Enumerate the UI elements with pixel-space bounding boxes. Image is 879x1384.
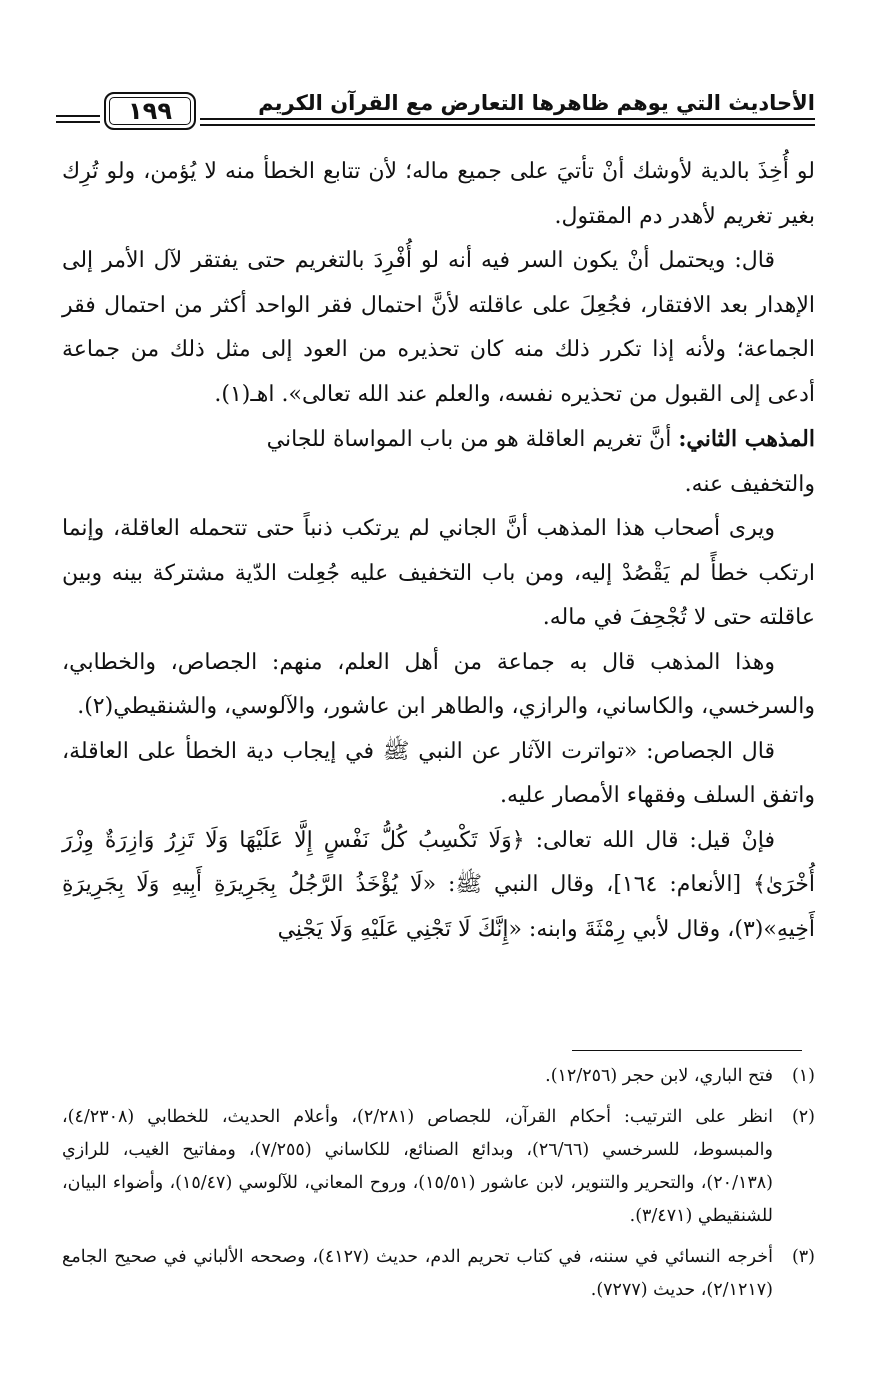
header-title: الأحاديث التي يوهم ظاهرها التعارض مع القرآن الكريم <box>252 88 815 118</box>
paragraph: فإنْ قيل: قال الله تعالى: ﴿وَلَا تَكْسِبُ كُلُّ نَفْسٍ إِلَّا عَلَيْهَا وَلَا تَزِرُ وَازِرَةٌ وِزْرَ أُخْرَىٰ﴾ [الأنعام: ١٦٤]، وقال النبي ﷺ: «لَا يُؤْخَذُ الرَّجُلُ بِجَرِيرَةِ أَبِيهِ وَلَا بِجَرِيرَةِ أَخِيهِ»(٣)، وقال لأبي رِمْثَةَ وابنه: «إِنَّكَ لَا تَجْنِي عَلَيْهِ وَلَا يَجْنِي <box>62 827 815 942</box>
footnote-number: (٢) <box>791 1107 815 1127</box>
paragraph: قال: ويحتمل أنْ يكون السر فيه أنه لو أُفْرِدَ بالتغريم حتى يفتقر لآل الأمر إلى الإهدار بعد الافتقار، فجُعِلَ على عاقلته لأنَّ احتمال فقر الواحد أكثر من احتمال فقر الجماعة؛ ولأنه إذا تكرر ذلك منه كان تحذيره من العود إلى مثل ذلك من جماعة أدعى إلى القبول من تحذيره نفسه، والعلم عند الله تعالى». اهـ(١). <box>62 248 815 407</box>
madhhab-text: أنَّ تغريم العاقلة هو من باب المواساة للجاني <box>266 427 672 452</box>
paragraph: والتخفيف عنه. <box>684 471 815 497</box>
running-header <box>56 88 815 134</box>
paragraph: لو أُخِذَ بالدية لأوشك أنْ تأتيَ على جميع ماله؛ لأن تتابع الخطأ منه لا يُؤمن، ولو تُرِك بغير تغريم لأهدر دم المقتول. <box>62 159 815 229</box>
paragraph: ويرى أصحاب هذا المذهب أنَّ الجاني لم يرتكب ذنباً حتى تتحمله العاقلة، وإنما ارتكب خطأً لم يَقْصُدْ إليه، ومن باب التخفيف عليه جُعِلت الدّية مشتركة بينه وبين عاقلته حتى لا تُجْحِفَ في ماله. <box>62 516 815 630</box>
paragraph: قال الجصاص: «تواترت الآثار عن النبي ﷺ في إيجاب دية الخطأ على العاقلة، واتفق السلف وفقهاء الأمصار عليه. <box>62 738 815 808</box>
header-rule-right <box>200 118 815 126</box>
footnote-text: أخرجه النسائي في سننه، في كتاب تحريم الدم، حديث (٤١٢٧)، وصححه الألباني في صحيح الجامع (٢/١٢١٧)، حديث (٧٢٧٧). <box>62 1247 773 1300</box>
header-rule-left <box>56 115 100 123</box>
footnote <box>62 1241 815 1307</box>
footnote-number: (١) <box>791 1066 815 1086</box>
madhhab-heading: المذهب الثاني: <box>678 426 815 452</box>
main-text <box>62 150 815 952</box>
madhhab-paragraph <box>62 417 815 463</box>
footnotes <box>62 1060 815 1315</box>
page-number: ١٩٩ <box>104 92 196 130</box>
footnote-text: فتح الباري، لابن حجر (١٢/٢٥٦). <box>545 1066 773 1086</box>
footnote-number: (٣) <box>791 1247 815 1267</box>
footnote <box>62 1060 815 1093</box>
footnote-separator <box>572 1050 802 1051</box>
footnote <box>62 1101 815 1233</box>
footnote-text: انظر على الترتيب: أحكام القرآن، للجصاص (٢/٢٨١)، وأعلام الحديث، للخطابي (٤/٢٣٠٨)، والمبسوط، للسرخسي (٢٦/٦٦)، وبدائع الصنائع، للكاساني (٧/٢٥٥)، ومفاتيح الغيب، للرازي (٢٠/١٣٨)، والتحرير والتنوير، لابن عاشور (١٥/٥١)، وروح المعاني، للآلوسي (١٥/٤٧)، وأضواء البيان، للشنقيطي (٣/٤٧١). <box>62 1107 774 1226</box>
paragraph: وهذا المذهب قال به جماعة من أهل العلم، منهم: الجصاص، والخطابي، والسرخسي، والكاساني، والرازي، والطاهر ابن عاشور، والآلوسي، والشنقيطي(٢). <box>62 649 815 719</box>
